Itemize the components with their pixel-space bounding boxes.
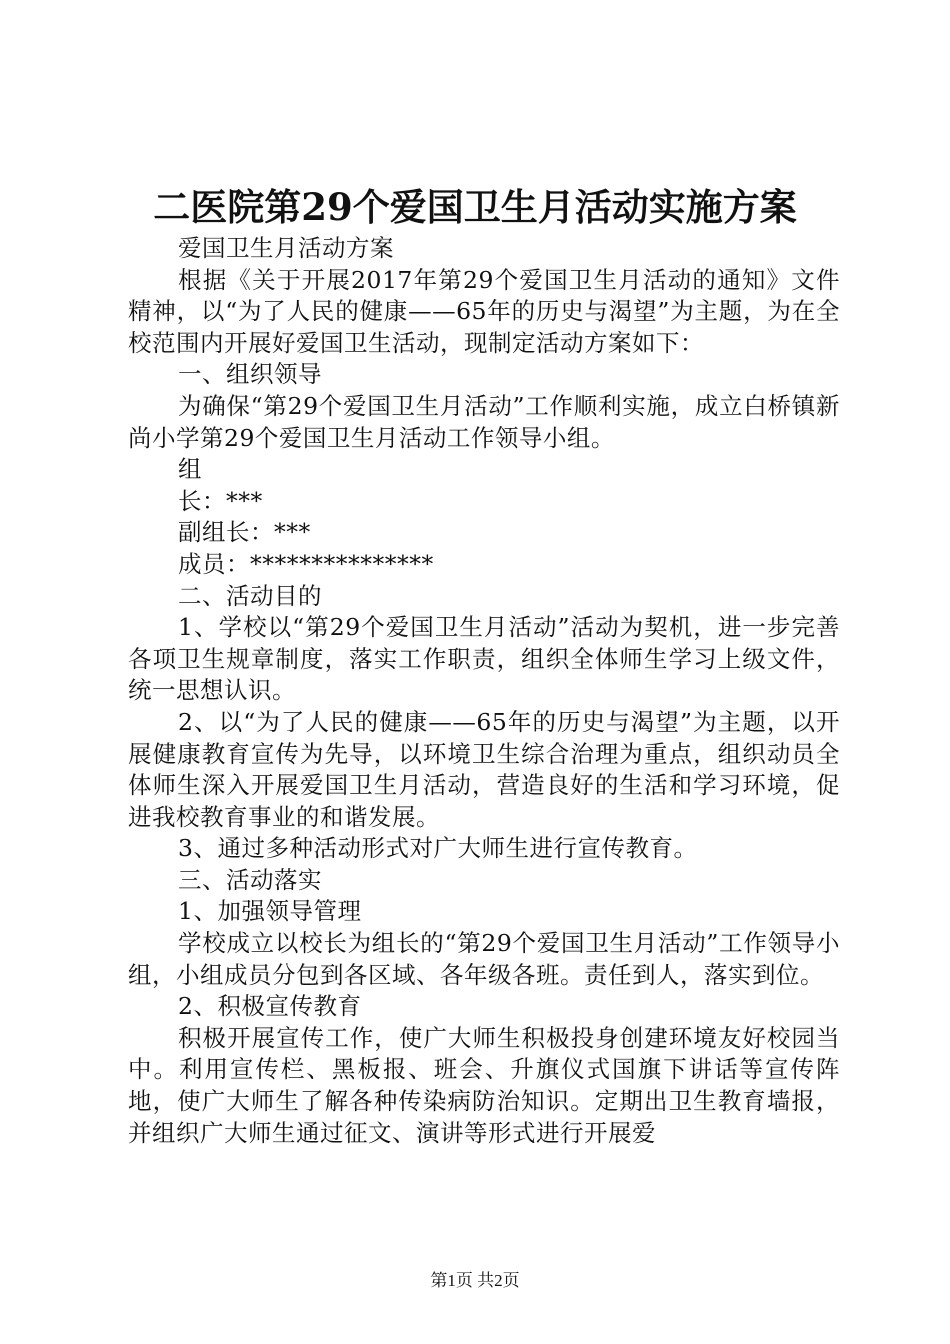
paragraph: 为确保“第29个爱国卫生月活动”工作顺利实施，成立白桥镇新尚小学第29个爱国卫生月活动工作领导小组。 xyxy=(128,391,840,452)
document-body xyxy=(128,233,840,1149)
paragraph: 根据《关于开展2017年第29个爱国卫生月活动的通知》文件精神，以“为了人民的健康——65年的历史与渴望”为主题，为在全校范围内开展好爱国卫生活动，现制定活动方案如下： xyxy=(128,265,840,357)
paragraph: 爱国卫生月活动方案 xyxy=(178,234,394,262)
paragraph: 2、积极宣传教育 xyxy=(178,992,362,1021)
paragraph: 二、活动目的 xyxy=(178,581,322,610)
paragraph: 2、以“为了人民的健康——65年的历史与渴望”为主题，以开展健康教育宣传为先导，以环境卫生综合治理为重点，组织动员全体师生深入开展爱国卫生月活动，营造良好的生活和学习环境，促进我校教育事业的和谐发展。 xyxy=(128,707,840,831)
paragraph: 长：*** xyxy=(178,486,263,515)
paragraph: 1、加强领导管理 xyxy=(178,897,362,926)
paragraph: 3、通过多种活动形式对广大师生进行宣传教育。 xyxy=(178,834,698,863)
page-footer: 第1页 共2页 xyxy=(430,1271,520,1290)
paragraph: 副组长：*** xyxy=(178,518,311,547)
document-title: 二医院第29个爱国卫生月活动实施方案 xyxy=(153,185,797,229)
paragraph: 积极开展宣传工作，使广大师生积极投身创建环境友好校园当中。利用宣传栏、黑板报、班会、升旗仪式国旗下讲话等宣传阵地，使广大师生了解各种传染病防治知识。定期出卫生教育墙报，并组织广大师生通过征文、演讲等形式进行开展爱 xyxy=(128,1023,840,1147)
paragraph: 学校成立以校长为组长的“第29个爱国卫生月活动”工作领导小组，小组成员分包到各区域、各年级各班。责任到人，落实到位。 xyxy=(128,929,840,989)
paragraph: 1、学校以“第29个爱国卫生月活动”活动为契机，进一步完善各项卫生规章制度，落实工作职责，组织全体师生学习上级文件，统一思想认识。 xyxy=(128,613,840,705)
paragraph: 组 xyxy=(178,455,202,484)
paragraph: 成员：*************** xyxy=(178,549,434,578)
paragraph: 三、活动落实 xyxy=(178,865,322,894)
paragraph: 一、组织领导 xyxy=(178,360,322,389)
